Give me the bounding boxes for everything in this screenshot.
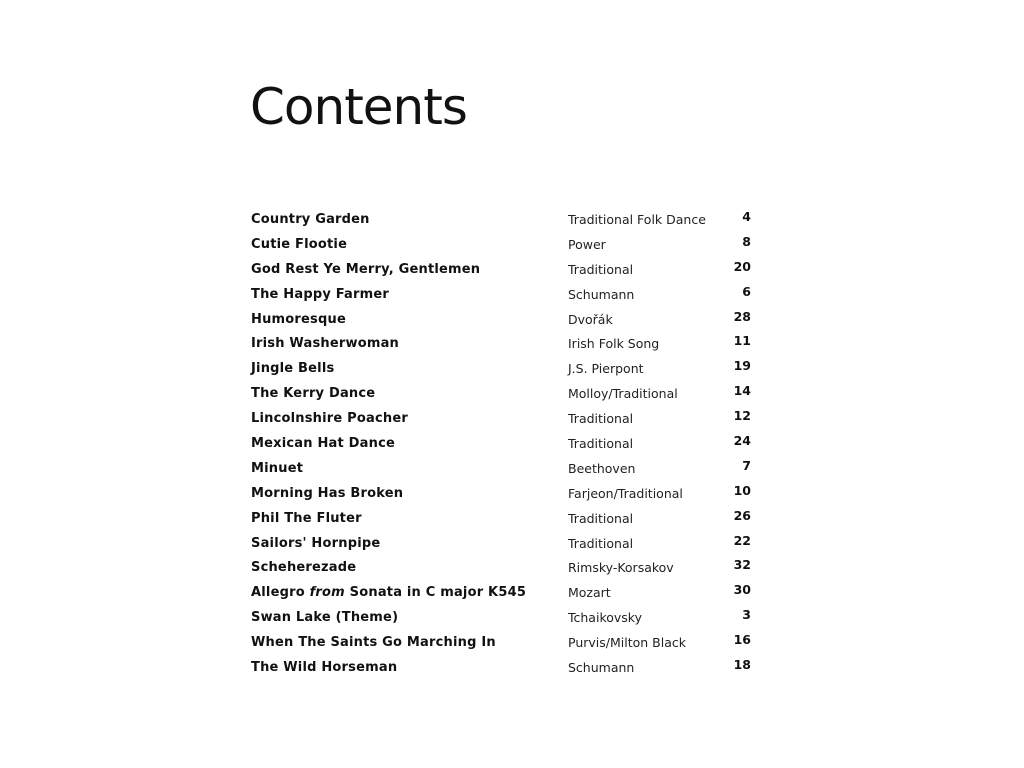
toc-title-italic-text: from <box>309 585 345 601</box>
toc-page-number: 14 <box>733 383 751 399</box>
toc-composer: Farjeon/Traditional <box>568 485 683 501</box>
toc-title: Jingle Bells <box>251 361 335 377</box>
toc-composer: Rimsky-Korsakov <box>568 560 674 576</box>
toc-page-number: 3 <box>742 607 751 623</box>
toc-composer: Schumann <box>568 286 635 302</box>
toc-page-number: 8 <box>742 233 751 249</box>
toc-row <box>251 408 751 433</box>
toc-row <box>251 234 751 259</box>
toc-page-number: 30 <box>733 582 751 598</box>
toc-page-number: 19 <box>733 358 751 374</box>
toc-row <box>251 483 751 508</box>
toc-row <box>251 358 751 383</box>
toc-composer: Traditional <box>568 436 634 452</box>
toc-title: Scheherezade <box>251 560 357 576</box>
toc-row <box>251 582 751 607</box>
toc-row <box>251 533 751 558</box>
toc-row <box>251 433 751 458</box>
toc-page-number: 28 <box>733 308 751 324</box>
toc-row <box>251 557 751 582</box>
toc-composer: Power <box>568 236 606 252</box>
toc-composer: Traditional Folk Dance <box>568 212 706 227</box>
toc-title: The Happy Farmer <box>251 286 390 302</box>
toc-title: Irish Washerwoman <box>251 336 400 352</box>
toc-composer: Purvis/Milton Black <box>568 635 686 651</box>
toc-row <box>251 458 751 483</box>
toc-row <box>251 333 751 358</box>
page-title: Contents <box>250 78 467 136</box>
toc-row <box>251 309 751 334</box>
toc-title: God Rest Ye Merry, Gentlemen <box>251 261 481 277</box>
toc-title: Lincolnshire Poacher <box>251 411 408 427</box>
toc-title-text: Sonata in C major K545 <box>349 585 527 601</box>
toc-page-number: 32 <box>733 557 751 573</box>
toc-row <box>251 383 751 408</box>
toc-page-number: 6 <box>742 283 751 299</box>
toc-title: Sailors' Hornpipe <box>251 535 381 551</box>
toc-row <box>251 632 751 657</box>
toc-page-number: 12 <box>733 408 751 424</box>
toc-title: Minuet <box>251 460 304 476</box>
toc-title: Morning Has Broken <box>251 485 404 501</box>
toc-page-number: 11 <box>733 333 751 349</box>
toc-title: Humoresque <box>251 311 346 327</box>
toc-title: The Kerry Dance <box>251 386 376 402</box>
toc-composer: Traditional <box>568 510 634 526</box>
toc-composer: Traditional <box>568 535 634 551</box>
toc-page-number: 16 <box>733 632 751 648</box>
table-of-contents <box>251 209 751 682</box>
toc-title: Swan Lake (Theme) <box>251 610 399 626</box>
toc-composer: Traditional <box>568 411 634 427</box>
toc-row <box>251 259 751 284</box>
toc-row <box>251 209 751 234</box>
toc-title: When The Saints Go Marching In <box>251 635 496 651</box>
toc-title: The Wild Horseman <box>251 660 398 676</box>
toc-title-text: Allegro <box>251 585 305 601</box>
toc-composer: Molloy/Traditional <box>568 386 678 402</box>
toc-title: Phil The Fluter <box>251 510 362 526</box>
toc-title: Mexican Hat Dance <box>251 436 395 452</box>
toc-row <box>251 657 751 682</box>
toc-composer: Tchaikovsky <box>568 610 642 626</box>
toc-page-number: 10 <box>733 482 751 498</box>
toc-composer: Traditional <box>568 261 634 277</box>
toc-page-number: 18 <box>733 657 751 673</box>
toc-composer: Schumann <box>568 660 635 676</box>
toc-page-number: 7 <box>742 457 751 473</box>
toc-page-number: 4 <box>742 209 751 224</box>
toc-composer: Mozart <box>568 585 611 601</box>
toc-row <box>251 508 751 533</box>
toc-title: Country Garden <box>251 212 370 227</box>
toc-title <box>251 585 526 600</box>
toc-composer: Irish Folk Song <box>568 336 660 352</box>
toc-title: Cutie Flootie <box>251 236 348 252</box>
toc-composer: Dvořák <box>568 311 613 327</box>
toc-row <box>251 607 751 632</box>
toc-row <box>251 284 751 309</box>
toc-composer: Beethoven <box>568 460 636 476</box>
toc-page-number: 22 <box>733 532 751 548</box>
toc-composer: J.S. Pierpont <box>568 361 644 377</box>
toc-page-number: 24 <box>733 433 751 449</box>
toc-page-number: 20 <box>733 258 751 274</box>
toc-page-number: 26 <box>733 507 751 523</box>
